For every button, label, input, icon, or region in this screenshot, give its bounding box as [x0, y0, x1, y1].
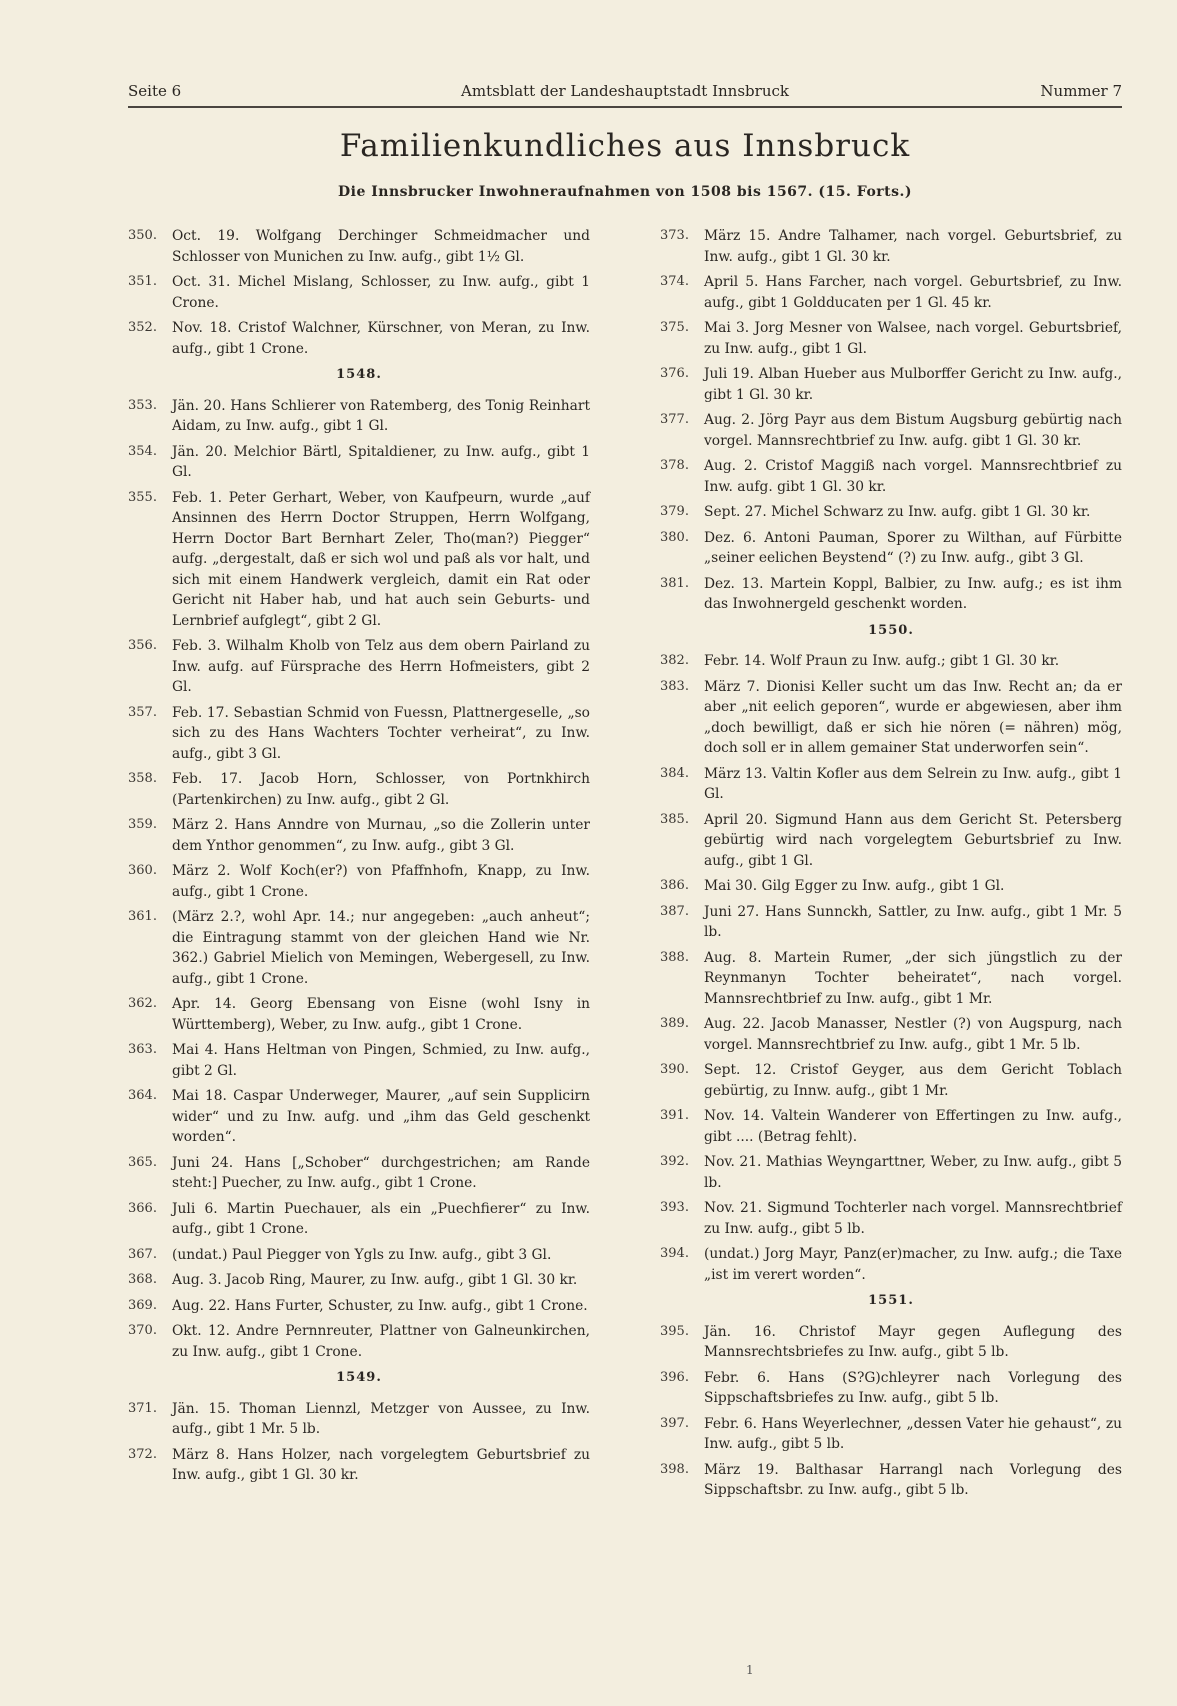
entry-number: 379.: [660, 504, 689, 519]
entry: [128, 1086, 590, 1148]
entry: [660, 810, 1122, 872]
entry-text: Nov. 14. Valtein Wanderer von Effertingen zu Inw. aufg., gibt .... (Betrag fehlt).: [704, 1108, 1122, 1145]
entry: [660, 1198, 1122, 1239]
entry: [660, 1152, 1122, 1193]
entry: [660, 1414, 1122, 1455]
entry-text: Apr. 14. Georg Ebensang von Eisne (wohl Isny in Württemberg), Weber, zu Inw. aufg., gibt 1 Crone.: [172, 996, 590, 1033]
entry-text: Juni 27. Hans Sunnckh, Sattler, zu Inw. aufg., gibt 1 Mr. 5 lb.: [704, 903, 1122, 940]
entry-number: 375.: [660, 320, 689, 335]
entry-text: Aug. 3. Jacob Ring, Maurer, zu Inw. aufg., gibt 1 Gl. 30 kr.: [172, 1272, 578, 1288]
entry: [660, 1244, 1122, 1285]
entry: [660, 318, 1122, 359]
entry-number: 362.: [128, 996, 157, 1011]
entry: [128, 442, 590, 483]
entry-number: 363.: [128, 1042, 157, 1057]
entry-number: 365.: [128, 1154, 157, 1170]
entry-number: 351.: [128, 274, 157, 289]
entry-text: Sept. 27. Michel Schwarz zu Inw. aufg. gibt 1 Gl. 30 kr.: [704, 504, 1091, 520]
entry-number: 391.: [660, 1108, 689, 1123]
entry-text: Aug. 8. Martein Rumer, „der sich jüngstlich zu der Reynmanyn Tochter beheiratet“, nach vorgel. Mannsrechtbrief zu Inw. aufg., gibt 1 Mr.: [704, 949, 1122, 1007]
entry-number: 356.: [128, 638, 157, 653]
entry-number: 394.: [660, 1246, 689, 1261]
entry-text: Nov. 21. Sigmund Tochterler nach vorgel. Mannsrechtbrief zu Inw. aufg., gibt 5 lb.: [704, 1200, 1122, 1237]
entry-number: 354.: [128, 443, 157, 459]
entry-text: Oct. 19. Wolfgang Derchinger Schmeidmacher und Schlosser von Munichen zu Inw. aufg., gibt 1½ Gl.: [172, 228, 590, 265]
entry-number: 397.: [660, 1415, 689, 1431]
entry-text: Febr. 6. Hans (S?G)chleyrer nach Vorlegung des Sippschaftsbriefes zu Inw. aufg., gibt 5 lb.: [704, 1369, 1122, 1406]
entry-text: Feb. 17. Jacob Horn, Schlosser, von Portnkhirch (Partenkirchen) zu Inw. aufg., gibt 2 Gl.: [172, 771, 590, 808]
entry: [128, 1199, 590, 1240]
entry: [660, 651, 1122, 672]
entry-text: Dez. 13. Martein Koppl, Balbier, zu Inw. aufg.; es ist ihm das Inwohnergeld geschenkt worden.: [704, 575, 1122, 612]
entry-number: 353.: [128, 397, 157, 413]
year-heading: 1551.: [868, 1293, 914, 1308]
entry-number: 357.: [128, 704, 157, 720]
entry: [128, 1399, 590, 1440]
entry-number: 396.: [660, 1369, 689, 1385]
entry-text: Nov. 18. Cristof Walchner, Kürschner, von Meran, zu Inw. aufg., gibt 1 Crone.: [172, 320, 590, 357]
entry: [128, 1296, 590, 1317]
entry-number: 370.: [128, 1323, 157, 1338]
entry: [128, 907, 590, 989]
entry-text: Aug. 22. Jacob Manasser, Nestler (?) von Augspurg, nach vorgel. Mannsrechtbrief zu Inw. aufg., gibt 1 Mr. 5 lb.: [704, 1016, 1122, 1053]
entry-text: Aug. 2. Cristof Maggiß nach vorgel. Mannsrechtbrief zu Inw. aufg. gibt 1 Gl. 30 kr.: [704, 458, 1122, 495]
publication-title: Amtsblatt der Landeshauptstadt Innsbruck: [461, 82, 789, 100]
right-column: [660, 226, 1122, 1506]
entry: [660, 1322, 1122, 1363]
entry-number: 380.: [660, 529, 689, 545]
entry: [128, 815, 590, 856]
entry-text: Juli 19. Alban Hueber aus Mulborffer Gericht zu Inw. aufg., gibt 1 Gl. 30 kr.: [704, 366, 1122, 403]
entry: [128, 318, 590, 359]
entry-text: Mai 4. Hans Heltman von Pingen, Schmied, zu Inw. aufg., gibt 2 Gl.: [172, 1042, 590, 1079]
entry-number: 359.: [128, 817, 157, 832]
entry-text: (März 2.?, wohl Apr. 14.; nur angegeben: „auch anheut“; die Eintragung stammt von der gleichen Hand wie Nr. 362.) Gabriel Mielich von Memingen, Webergesell, zu Inw. aufg., gibt 1 Crone.: [172, 909, 590, 987]
entry: [660, 1014, 1122, 1055]
article-title: Familienkundliches aus Innsbruck: [339, 128, 911, 164]
entry: [660, 764, 1122, 805]
entry-number: 367.: [128, 1246, 157, 1262]
entry: [128, 1153, 590, 1194]
entry-text: Mai 18. Caspar Underweger, Maurer, „auf sein Supplicirn wider“ und zu Inw. aufg. und „ihm das Geld geschenkt worden“.: [172, 1088, 590, 1145]
entry-number: 395.: [660, 1323, 689, 1339]
entry-text: Mai 30. Gilg Egger zu Inw. aufg., gibt 1 Gl.: [704, 878, 1005, 894]
entry-number: 385.: [660, 811, 689, 827]
entry-number: 369.: [128, 1297, 157, 1313]
entry: [128, 396, 590, 437]
entry: [660, 1368, 1122, 1409]
entry-text: Feb. 3. Wilhalm Kholb von Telz aus dem obern Pairland zu Inw. aufg. auf Fürsprache des Herrn Hofmeisters, gibt 2 Gl.: [172, 638, 590, 695]
entry-number: 371.: [128, 1400, 157, 1416]
entry: [660, 1060, 1122, 1101]
entry-text: April 5. Hans Farcher, nach vorgel. Geburtsbrief, zu Inw. aufg., gibt 1 Goldducaten per 1 Gl. 45 kr.: [704, 274, 1122, 311]
entry-text: Feb. 17. Sebastian Schmid von Fuessn, Plattnergeselle, „so sich zu des Hans Wachters Tochter verheirat“, zu Inw. aufg., gibt 3 Gl.: [172, 704, 590, 762]
entry-text: Sept. 12. Cristof Geyger, aus dem Gericht Toblach gebürtig, zu Innw. aufg., gibt 1 Mr.: [704, 1062, 1122, 1099]
entry: [128, 769, 590, 810]
entry-number: 358.: [128, 771, 157, 786]
entry: [660, 364, 1122, 405]
issue-number: Nummer 7: [1040, 82, 1122, 100]
entry-text: März 13. Valtin Kofler aus dem Selrein zu Inw. aufg., gibt 1 Gl.: [704, 765, 1122, 802]
page-number: Seite 6: [128, 82, 182, 100]
entry-text: Jän. 20. Hans Schlierer von Ratemberg, des Tonig Reinhart Aidam, zu Inw. aufg., gibt 1 Gl.: [172, 397, 590, 434]
entry: [128, 1245, 590, 1266]
entry-text: Nov. 21. Mathias Weyngarttner, Weber, zu Inw. aufg., gibt 5 lb.: [704, 1154, 1122, 1191]
entry-text: Juni 24. Hans [„Schober“ durchgestrichen; am Rande steht:] Puecher, zu Inw. aufg., gibt 1 Crone.: [172, 1154, 590, 1191]
entry: [128, 636, 590, 698]
entry-text: (undat.) Paul Piegger von Ygls zu Inw. aufg., gibt 3 Gl.: [172, 1246, 552, 1263]
entry-text: Aug. 2. Jörg Payr aus dem Bistum Augsburg gebürtig nach vorgel. Mannsrechtbrief zu Inw. aufg. gibt 1 Gl. 30 kr.: [704, 412, 1122, 449]
entry-text: Jän. 15. Thoman Liennzl, Metzger von Aussee, zu Inw. aufg., gibt 1 Mr. 5 lb.: [172, 1400, 590, 1437]
entry-number: 382.: [660, 653, 689, 668]
entry-text: (undat.) Jorg Mayr, Panz(er)macher, zu Inw. aufg.; die Taxe „ist im verert worden“.: [704, 1246, 1122, 1283]
footer-mark: 1: [746, 1663, 754, 1677]
entry: [660, 1106, 1122, 1147]
entry-number: 381.: [660, 575, 689, 591]
entry-number: 387.: [660, 903, 689, 919]
entry-number: 384.: [660, 765, 689, 781]
entry: [660, 502, 1122, 523]
entry-text: Feb. 1. Peter Gerhart, Weber, von Kaufpeurn, wurde „auf Ansinnen des Herrn Doctor Struppen, Herrn Wolfgang, Herrn Doctor Bart Bernhart Zeler, Tho(man?) Piegger“ aufg. „dergestalt, daß er sich wol und paß als vor halt, und sich mit einem Handwerk vergleich, damit ein Rat oder Gericht nit Haber hab, und hat auch sein Geburts- und Lernbrief aufglegt“, gibt 2 Gl.: [172, 489, 590, 629]
entry: [660, 1460, 1122, 1501]
entry: [660, 272, 1122, 313]
year-heading: 1550.: [868, 622, 914, 638]
page-header: [128, 78, 1122, 108]
entry-text: Oct. 31. Michel Mislang, Schlosser, zu Inw. aufg., gibt 1 Crone.: [172, 274, 590, 311]
entry-number: 361.: [128, 909, 157, 924]
entry: [128, 994, 590, 1035]
left-column: [128, 226, 590, 1491]
entry: [128, 703, 590, 765]
entry-text: März 8. Hans Holzer, nach vorgelegtem Geburtsbrief zu Inw. aufg., gibt 1 Gl. 30 kr.: [172, 1446, 590, 1483]
entry-text: Okt. 12. Andre Pernnreuter, Plattner von Galneunkirchen, zu Inw. aufg., gibt 1 Crone.: [172, 1323, 590, 1360]
entry: [660, 226, 1122, 267]
entry-number: 377.: [660, 412, 689, 427]
entry-number: 372.: [128, 1446, 157, 1462]
entry-text: Mai 3. Jorg Mesner von Walsee, nach vorgel. Geburtsbrief, zu Inw. aufg., gibt 1 Gl.: [704, 320, 1122, 357]
entry: [128, 1270, 590, 1291]
entry: [128, 861, 590, 902]
entry-number: 366.: [128, 1200, 157, 1216]
entry-number: 376.: [660, 366, 689, 381]
entry-number: 378.: [660, 458, 689, 473]
entry-text: Aug. 22. Hans Furter, Schuster, zu Inw. aufg., gibt 1 Crone.: [172, 1297, 588, 1314]
entry-number: 352.: [128, 320, 157, 335]
entry: [128, 488, 590, 632]
entry-text: Jän. 16. Christof Mayr gegen Auflegung des Mannsrechtsbriefes zu Inw. aufg., gibt 5 lb.: [704, 1323, 1122, 1360]
entry-number: 355.: [128, 489, 157, 505]
entry-text: Dez. 6. Antoni Pauman, Sporer zu Wilthan, auf Fürbitte „seiner eelichen Beystend“ (?) zu Inw. aufg., gibt 3 Gl.: [704, 529, 1122, 566]
entry-number: 392.: [660, 1154, 689, 1169]
entry-number: 383.: [660, 678, 689, 694]
entry-text: März 15. Andre Talhamer, nach vorgel. Geburtsbrief, zu Inw. aufg., gibt 1 Gl. 30 kr.: [704, 228, 1122, 265]
entry-text: April 20. Sigmund Hann aus dem Gericht St. Petersberg gebürtig wird nach vorgelegtem Geburtsbrief zu Inw. aufg., gibt 1 Gl.: [704, 811, 1122, 869]
entry-text: März 2. Hans Anndre von Murnau, „so die Zollerin unter dem Ynthor genommen“, zu Inw. aufg., gibt 3 Gl.: [172, 817, 590, 854]
entry: [128, 1040, 590, 1081]
entry: [660, 677, 1122, 759]
entry-number: 390.: [660, 1062, 689, 1077]
entry: [660, 410, 1122, 451]
entry: [660, 948, 1122, 1010]
entry-number: 373.: [660, 228, 689, 243]
entry-text: März 2. Wolf Koch(er?) von Pfaffnhofn, Knapp, zu Inw. aufg., gibt 1 Crone.: [172, 863, 590, 900]
entry: [128, 272, 590, 313]
year-heading: 1548.: [336, 367, 382, 382]
entry: [128, 226, 590, 267]
entry-number: 374.: [660, 274, 689, 289]
entry: [128, 1445, 590, 1486]
entry-number: 364.: [128, 1088, 157, 1103]
entry-number: 393.: [660, 1200, 689, 1215]
entry-text: März 19. Balthasar Harrangl nach Vorlegung des Sippschaftsbr. zu Inw. aufg., gibt 5 lb.: [704, 1461, 1122, 1498]
entry: [660, 528, 1122, 569]
entry-text: Jän. 20. Melchior Bärtl, Spitaldiener, zu Inw. aufg., gibt 1 Gl.: [172, 443, 590, 480]
entry-text: März 7. Dionisi Keller sucht um das Inw. Recht an; da er aber „nit eelich geporen“, wurde er abgewiesen, aber ihm „doch bewilligt, daß er sich hie nören (= nähren) mög, doch soll er in allem gemainer Stat underworfen sein“.: [704, 678, 1122, 756]
entry-number: 386.: [660, 878, 689, 893]
entry-text: Febr. 14. Wolf Praun zu Inw. aufg.; gibt 1 Gl. 30 kr.: [704, 653, 1060, 669]
entry-text: Juli 6. Martin Puechauer, als ein „Puechfierer“ zu Inw. aufg., gibt 1 Crone.: [172, 1200, 590, 1237]
year-heading: 1549.: [336, 1370, 382, 1385]
entry: [660, 902, 1122, 943]
entry-number: 368.: [128, 1272, 157, 1287]
article-subtitle: Die Innsbrucker Inwohneraufnahmen von 1508 bis 1567. (15. Forts.): [337, 184, 912, 200]
entry-number: 360.: [128, 863, 157, 878]
entry-text: Febr. 6. Hans Weyerlechner, „dessen Vater hie gehaust“, zu Inw. aufg., gibt 5 lb.: [704, 1415, 1122, 1452]
entry-number: 398.: [660, 1461, 689, 1477]
entry: [660, 876, 1122, 897]
entry: [660, 456, 1122, 497]
entry-number: 350.: [128, 228, 157, 243]
entry-number: 389.: [660, 1016, 689, 1031]
entry: [128, 1321, 590, 1362]
entry: [660, 574, 1122, 615]
entry-number: 388.: [660, 949, 689, 965]
